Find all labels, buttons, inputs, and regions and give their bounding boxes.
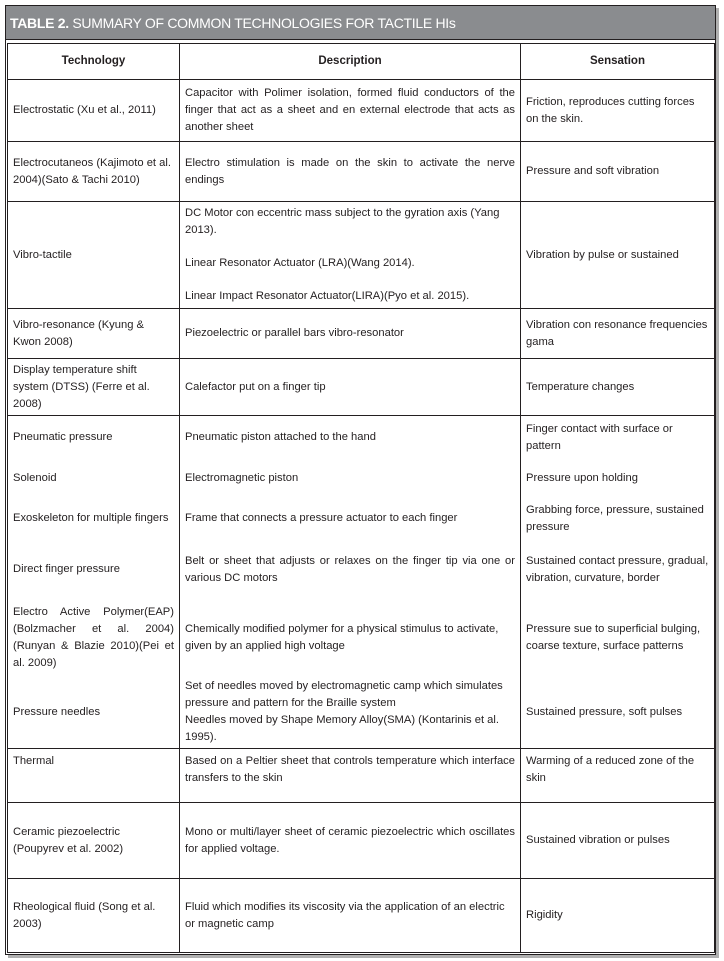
description-cell: Pneumatic piston attached to the hand	[180, 416, 521, 460]
table-row	[8, 202, 715, 309]
sensation-cell: Rigidity	[521, 879, 715, 953]
technology-cell: Vibro-resonance (Kyung & Kwon 2008)	[8, 309, 180, 359]
header-technology: Technology	[8, 44, 180, 80]
description-cell: Capacitor with Polimer isolation, formed fluid conductors of the finger that act as a sheet and en external electrode that acts as another sheet	[180, 80, 521, 142]
description-line: Linear Impact Resonator Actuator(LIRA)(Pyo et al. 2015).	[185, 290, 470, 302]
technology-cell: Electrostatic (Xu et al., 2011)	[8, 80, 180, 142]
table-row	[8, 142, 715, 202]
description-cell: Electromagnetic piston	[180, 460, 521, 497]
technology-cell: Display temperature shift system (DTSS) (Ferre et al. 2008)	[8, 359, 180, 416]
table-row	[8, 749, 715, 803]
technologies-table	[7, 43, 715, 953]
sensation-cell: Sustained contact pressure, gradual, vibration, curvature, border	[521, 541, 715, 599]
description-cell: Fluid which modifies its viscosity via the application of an electric or magnetic camp	[180, 879, 521, 953]
description-line: Needles moved by Shape Memory Alloy(SMA) (Kontarinis et al. 1995).	[185, 714, 500, 744]
technology-cell: Rheological fluid (Song et al. 2003)	[8, 879, 180, 953]
table-row	[8, 416, 715, 460]
description-cell	[180, 202, 521, 309]
description-cell: Piezoelectric or parallel bars vibro-resonator	[180, 309, 521, 359]
sensation-cell: Sustained pressure, soft pulses	[521, 677, 715, 749]
table-row	[8, 599, 715, 677]
technology-cell: Electrocutaneos (Kajimoto et al. 2004)(Sato & Tachi 2010)	[8, 142, 180, 202]
sensation-cell: Pressure sue to superficial bulging, coarse texture, surface patterns	[521, 599, 715, 677]
technology-cell: Pressure needles	[8, 677, 180, 749]
sensation-cell: Sustained vibration or pulses	[521, 803, 715, 879]
sensation-cell: Vibration by pulse or sustained	[521, 202, 715, 309]
technology-cell: Direct finger pressure	[8, 541, 180, 599]
header-row	[8, 44, 715, 80]
description-cell: Belt or sheet that adjusts or relaxes on the finger tip via one or various DC motors	[180, 541, 521, 599]
sensation-cell: Pressure and soft vibration	[521, 142, 715, 202]
technology-cell: Electro Active Polymer(EAP) (Bolzmacher et al. 2004) (Runyan & Blazie 2010)(Pei et al. 2009)	[8, 599, 180, 677]
technology-cell: Pneumatic pressure	[8, 416, 180, 460]
sensation-cell: Pressure upon holding	[521, 460, 715, 497]
sensation-cell: Warming of a reduced zone of the skin	[521, 749, 715, 803]
header-description: Description	[180, 44, 521, 80]
description-cell: Based on a Peltier sheet that controls temperature which interface transfers to the skin	[180, 749, 521, 803]
sensation-cell: Grabbing force, pressure, sustained pressure	[521, 497, 715, 541]
table-row	[8, 309, 715, 359]
description-cell: Mono or multi/layer sheet of ceramic piezoelectric which oscillates for applied voltage.	[180, 803, 521, 879]
table-row	[8, 80, 715, 142]
description-cell: Electro stimulation is made on the skin to activate the nerve endings	[180, 142, 521, 202]
table-row	[8, 359, 715, 416]
table-row	[8, 541, 715, 599]
sensation-cell: Vibration con resonance frequencies gama	[521, 309, 715, 359]
description-line: Set of needles moved by electromagnetic camp which simulates pressure and pattern for the Braille system	[185, 680, 503, 710]
description-cell: Frame that connects a pressure actuator to each finger	[180, 497, 521, 541]
technology-cell: Vibro-tactile	[8, 202, 180, 309]
sensation-cell: Temperature changes	[521, 359, 715, 416]
technology-cell: Exoskeleton for multiple fingers	[8, 497, 180, 541]
table-title: TABLE 2. SUMMARY OF COMMON TECHNOLOGIES FOR TACTILE HIs	[10, 15, 456, 31]
table-row	[8, 677, 715, 749]
table-row	[8, 879, 715, 953]
table-row	[8, 460, 715, 497]
sensation-cell: Friction, reproduces cutting forces on the skin.	[521, 80, 715, 142]
description-cell: Calefactor put on a finger tip	[180, 359, 521, 416]
technology-cell: Thermal	[8, 749, 180, 803]
description-cell	[180, 677, 521, 749]
sensation-cell: Finger contact with surface or pattern	[521, 416, 715, 460]
header-sensation: Sensation	[521, 44, 715, 80]
technology-cell: Solenoid	[8, 460, 180, 497]
description-line: Linear Resonator Actuator (LRA)(Wang 2014).	[185, 257, 415, 269]
description-cell: Chemically modified polymer for a physical stimulus to activate, given by an applied high voltage	[180, 599, 521, 677]
table-title-bar	[6, 6, 715, 40]
description-line: DC Motor con eccentric mass subject to the gyration axis (Yang 2013).	[185, 207, 500, 236]
table-row	[8, 497, 715, 541]
technology-cell: Ceramic piezoelectric (Poupyrev et al. 2002)	[8, 803, 180, 879]
table-row	[8, 803, 715, 879]
